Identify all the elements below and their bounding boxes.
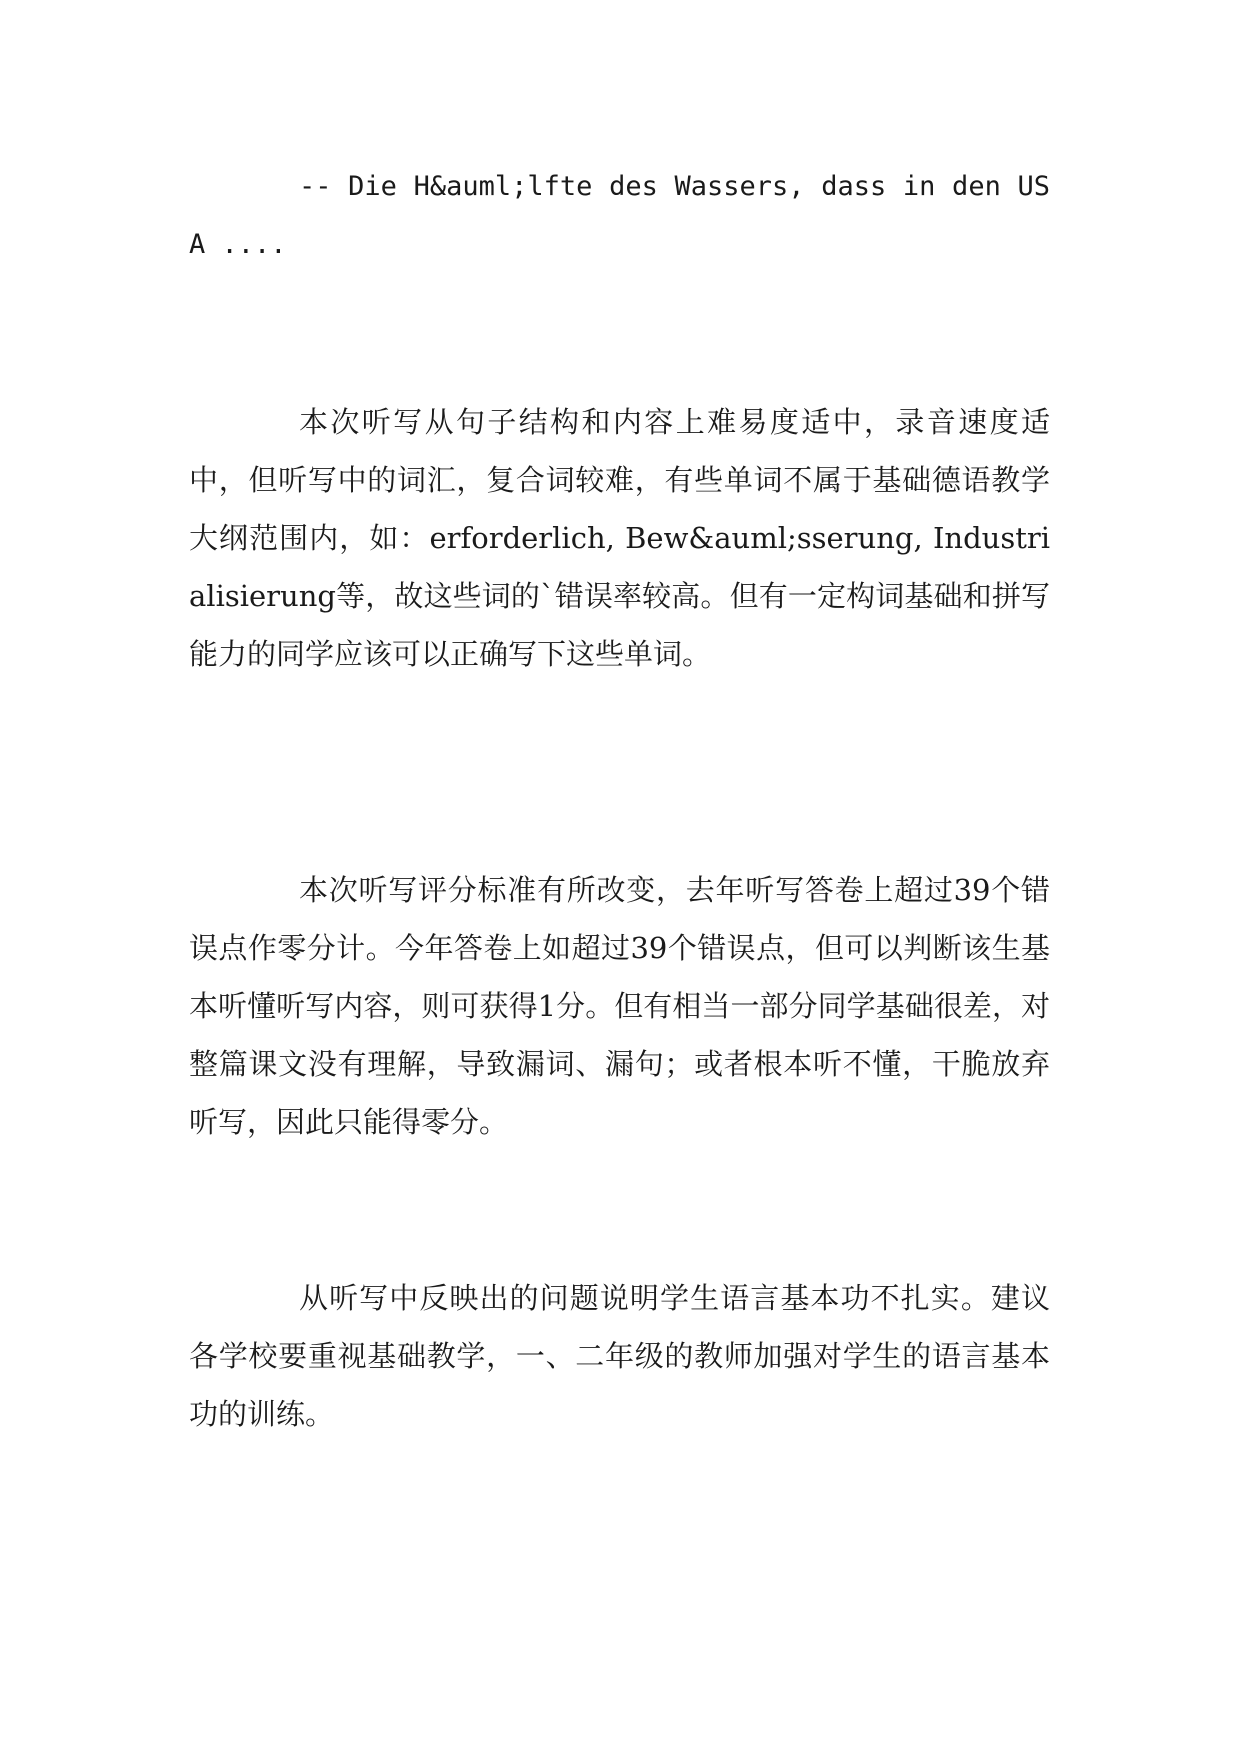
paragraph-difficulty: 本次听写从句子结构和内容上难易度适中，录音速度适中，但听写中的词汇，复合词较难，有些单词不属于基础德语教学大纲范围内，如：erforderlich, Bew&auml;sserung, Industrialisierung等，故这些词的`错误率较高。但有一定构词基础和拼写能力的同学应该可以正确写下这些单词。	[189, 405, 1050, 671]
paragraph-scoring: 本次听写评分标准有所改变，去年听写答卷上超过39个错误点作零分计。今年答卷上如超过39个错误点，但可以判断该生基本听懂听写内容，则可获得1分。但有相当一部分同学基础很差，对整篇课文没有理解，导致漏词、漏句；或者根本听不懂，干脆放弃听写，因此只能得零分。	[189, 873, 1050, 1139]
paragraph-quote: -- Die H&auml;lfte des Wassers, dass in den USA ....	[189, 171, 1050, 260]
paragraph-suggestion: 从听写中反映出的问题说明学生语言基本功不扎实。建议各学校要重视基础教学，一、二年级的教师加强对学生的语言基本功的训练。	[189, 1281, 1050, 1431]
